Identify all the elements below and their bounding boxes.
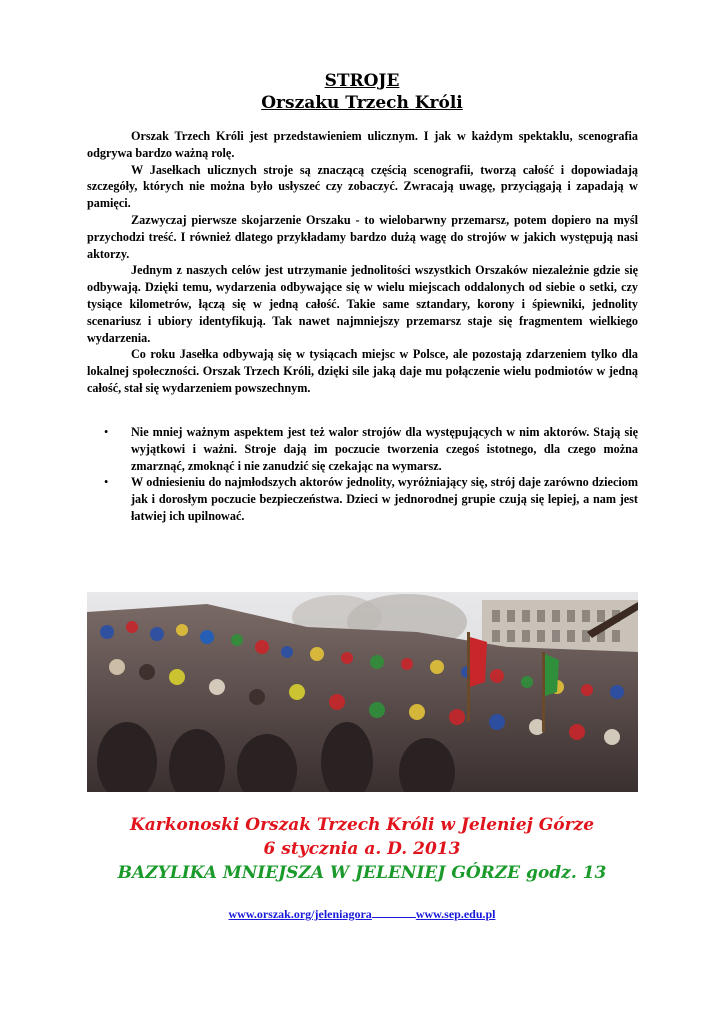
links-row bbox=[0, 907, 724, 922]
link-underline-gap bbox=[372, 907, 416, 918]
bullet-list bbox=[104, 424, 638, 525]
link-orszak[interactable]: www.orszak.org/jeleniagora bbox=[228, 907, 372, 921]
paragraph: Zazwyczaj pierwsze skojarzenie Orszaku - to wielobarwny przemarsz, potem dopiero na myśl przychodzi treść. I również dlatego przykładamy bardzo dużą wagę do strojów w jakich występują nasi aktorzy. bbox=[87, 212, 638, 261]
event-date: 6 stycznia a. D. 2013 bbox=[263, 839, 461, 859]
bullet-item bbox=[104, 474, 638, 524]
body-text bbox=[87, 128, 638, 397]
bullet-icon: • bbox=[104, 425, 109, 439]
event-title: Karkonoski Orszak Trzech Króli w Jeleniej Górze bbox=[129, 815, 595, 835]
paragraph: W Jasełkach ulicznych stroje są znaczącą częścią scenografii, tworzą całość i dopowiadają szczegóły, których nie można było usłyszeć czy zobaczyć. Zwracają uwagę, przyciągają i zapadają w pamięci. bbox=[87, 162, 638, 211]
title-line-2: Orszaku Trzech Króli bbox=[261, 93, 463, 113]
paragraph: Orszak Trzech Króli jest przedstawieniem ulicznym. I jak w każdym spektaklu, scenografia odgrywa bardzo ważną rolę. bbox=[87, 129, 638, 160]
paragraph: Co roku Jasełka odbywają się w tysiącach miejsc w Polsce, ale pozostają zdarzeniem tylko dla lokalnej społeczności. Orszak Trzech Króli, dzięki sile jaką daje mu połączenie wielu podmiotów w jedną całość, stał się wydarzeniem powszechnym. bbox=[87, 347, 638, 395]
event-location: BAZYLIKA MNIEJSZA W JELENIEJ GÓRZE godz. 13 bbox=[117, 863, 607, 883]
bullet-icon: • bbox=[104, 475, 109, 490]
bullet-item bbox=[104, 424, 638, 474]
bullet-text: W odniesieniu do najmłodszych aktorów jednolity, wyróżniający się, strój daje zarówno dzieciom jak i dorosłym poczucie bezpieczeństwa. Dzieci w jednorodnej grupie czują się lepiej, a nam jest łatwiej ich upilnować. bbox=[131, 475, 638, 523]
title-line-1: STROJE bbox=[324, 71, 400, 91]
bullet-text: Nie mniej ważnym aspektem jest też walor strojów dla występujących w nim aktorów. Stają się wyjątkowi i ważni. Stroje dają im poczucie tworzenia czegoś istotnego, dla czego można zmarznąć, zmoknąć i nie zanudzić się czekając na wymarsz. bbox=[131, 425, 638, 473]
event-info bbox=[0, 813, 724, 885]
paragraph: Jednym z naszych celów jest utrzymanie jednolitości wszystkich Orszaków niezależnie gdzie się odbywają. Dzięki temu, wydarzenia odbywające się w wielu miejscach oddalonych od siebie o setki, czy tysiące kilometrów, łączą się w jedną całość. Takie same sztandary, korony i śpiewniki, jednolity scenariusz i ubiory identyfikują. Tak nawet najmniejszy przemarsz staje się fragmentem wielkiego wydarzenia. bbox=[87, 263, 638, 345]
crowd-photo bbox=[87, 592, 638, 792]
document-title bbox=[0, 70, 724, 114]
link-sep[interactable]: www.sep.edu.pl bbox=[415, 907, 496, 921]
